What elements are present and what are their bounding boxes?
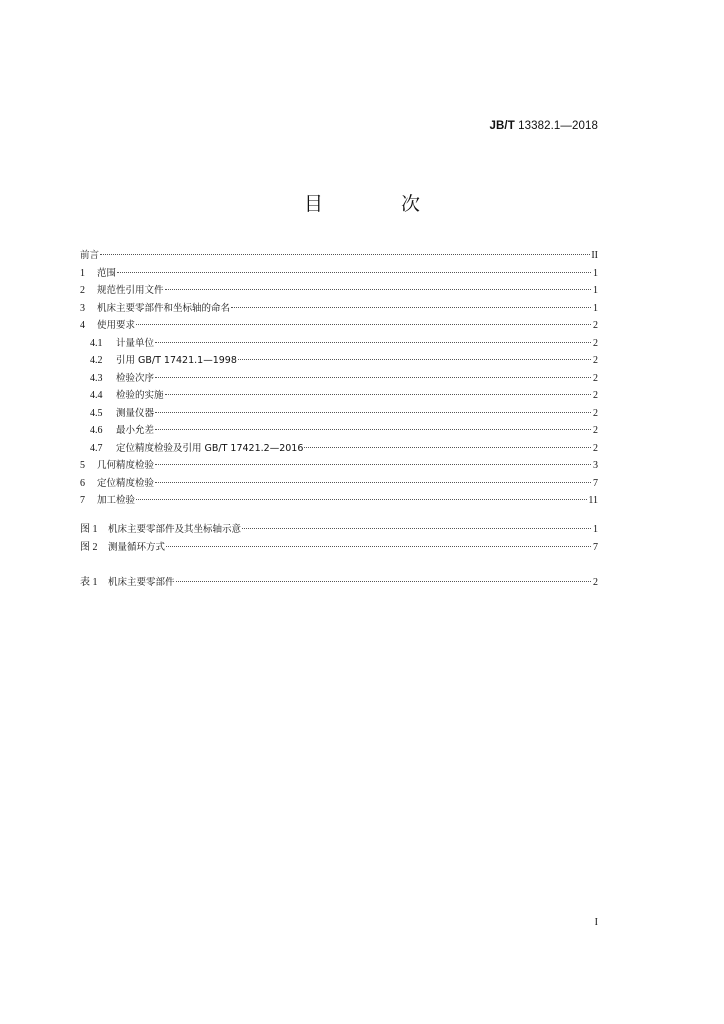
toc-entry-number: 4.4	[90, 390, 103, 401]
toc-entry-label: 机床主要零部件和坐标轴的命名	[97, 302, 231, 314]
leader-dots	[155, 367, 591, 378]
toc-entry-number: 2	[80, 285, 85, 296]
leader-dots	[165, 384, 591, 395]
toc-entry-page: 1	[593, 302, 598, 314]
toc-entry-page: 2	[593, 337, 598, 349]
toc-entry-page: 1	[593, 285, 598, 296]
toc-entry-number: 5	[80, 460, 85, 471]
leader-dots	[155, 454, 591, 465]
toc-entry-number: 4.1	[90, 337, 103, 349]
page-number: I	[594, 917, 598, 928]
toc-entry-number: 7	[80, 495, 85, 506]
toc-entry-label: 前言	[80, 250, 100, 261]
toc-entry-number: 4.3	[90, 372, 103, 384]
toc-entry-label: 引用 GB/T 17421.1—1998	[116, 355, 237, 366]
toc-entry-page: 2	[593, 390, 598, 401]
toc-entry-number: 4.5	[90, 407, 103, 419]
leader-dots	[155, 402, 591, 413]
toc-entry-page: 11	[588, 495, 598, 506]
leader-dots	[238, 349, 591, 360]
leader-dots	[231, 297, 591, 308]
toc-entry-number: 1	[80, 267, 85, 279]
leader-dots	[166, 536, 591, 547]
leader-dots	[304, 437, 591, 448]
toc-entry-page: 2	[593, 320, 598, 331]
toc-entry-label: 测量仪器	[116, 407, 155, 419]
leader-dots	[136, 489, 587, 500]
toc-entry-number: 6	[80, 477, 85, 489]
toc-entry-7[interactable]	[80, 492, 598, 510]
toc-entry-label: 计量单位	[116, 337, 155, 349]
toc-figure-2[interactable]	[80, 539, 598, 557]
toc-entry-page: 2	[593, 442, 598, 454]
toc-figure-label: 机床主要零部件及其坐标轴示意	[108, 524, 242, 535]
toc-entry-page: 2	[593, 407, 598, 419]
toc-entry-number: 4.7	[90, 442, 103, 454]
toc-entry-page: 2	[593, 372, 598, 384]
toc-entry-label: 范围	[97, 267, 117, 279]
toc-entry-label: 最小允差	[116, 425, 155, 436]
toc-figure-number: 图 2	[80, 542, 98, 553]
toc-entry-number: 4	[80, 320, 85, 331]
toc-entry-label: 加工检验	[97, 495, 136, 506]
toc-entry-label: 检验的实施	[116, 390, 164, 401]
toc-figure-page: 1	[593, 524, 598, 535]
toc-figure-label: 测量循环方式	[108, 542, 166, 553]
leader-dots	[155, 332, 591, 343]
toc-table-page: 2	[593, 577, 598, 588]
standard-number: 13382.1—2018	[518, 120, 598, 132]
page-title: 目 次	[303, 193, 457, 215]
toc-entry-page: 3	[593, 460, 598, 471]
leader-dots	[117, 262, 591, 273]
toc-entry-page: 2	[593, 355, 598, 366]
toc-figure-page: 7	[593, 542, 598, 553]
toc-entry-label: 规范性引用文件	[97, 285, 164, 296]
toc-table-number: 表 1	[80, 577, 98, 588]
toc-entry-label: 检验次序	[116, 372, 155, 384]
toc-entry-page: II	[591, 250, 598, 261]
toc-entry-number: 3	[80, 302, 85, 314]
leader-dots	[136, 314, 591, 325]
toc-entry-label: 定位精度检验	[97, 477, 155, 489]
toc-entry-label: 几何精度检验	[97, 460, 155, 471]
leader-dots	[242, 518, 591, 529]
leader-dots	[165, 279, 591, 290]
toc-table-1[interactable]	[80, 574, 598, 592]
toc-entry-label: 定位精度检验及引用 GB/T 17421.2—2016	[116, 442, 304, 454]
standard-prefix: JB/T	[489, 120, 515, 132]
toc-table-label: 机床主要零部件	[108, 577, 175, 588]
toc-entry-page: 1	[593, 267, 598, 279]
leader-dots	[155, 419, 591, 430]
standard-number-header	[490, 120, 598, 132]
leader-dots	[155, 472, 591, 483]
toc-entry-page: 7	[593, 477, 598, 489]
toc-entry-label: 使用要求	[97, 320, 136, 331]
toc-entry-page: 2	[593, 425, 598, 436]
leader-dots	[176, 571, 591, 582]
toc-entry-number: 4.2	[90, 355, 103, 366]
toc-figure-number: 图 1	[80, 524, 98, 535]
leader-dots	[100, 244, 590, 255]
toc-entry-number: 4.6	[90, 425, 103, 436]
